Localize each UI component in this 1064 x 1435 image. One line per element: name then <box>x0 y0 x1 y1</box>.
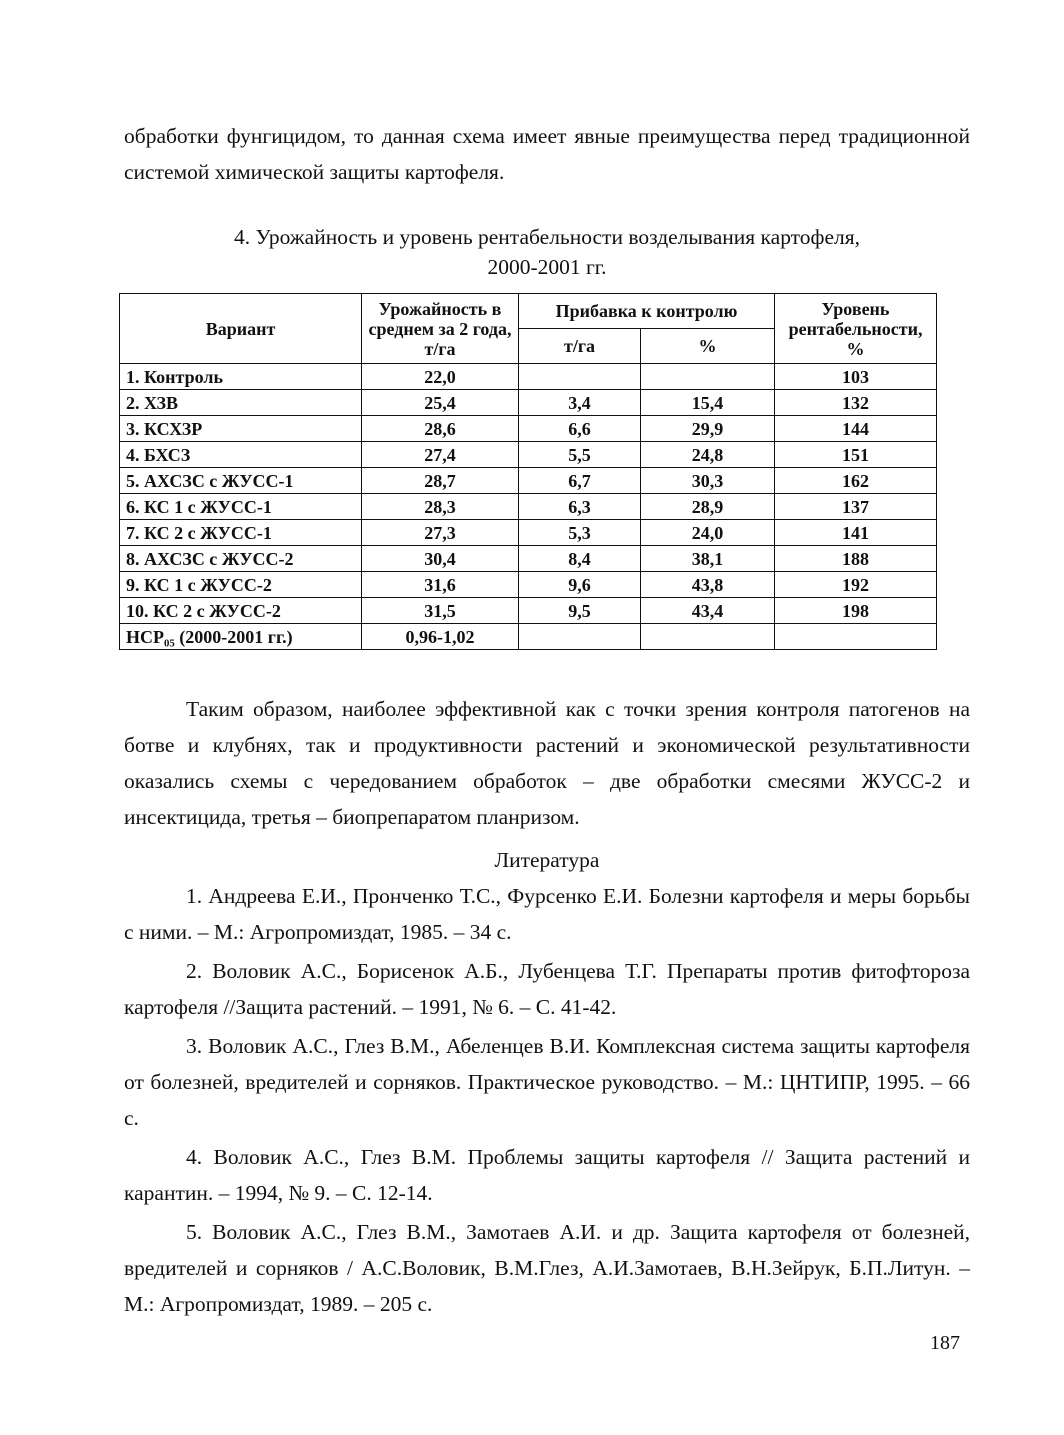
cell-profitability: 192 <box>775 572 937 598</box>
header-variant: Вариант <box>120 294 362 364</box>
cell-variant: 8. АХСЗС с ЖУСС-2 <box>120 546 362 572</box>
cell-profitability: 151 <box>775 442 937 468</box>
table-caption <box>124 222 970 282</box>
table-row <box>120 572 937 598</box>
cell-increase-pct: 15,4 <box>641 390 775 416</box>
cell-increase-pct <box>641 364 775 390</box>
cell-yield: 28,6 <box>362 416 519 442</box>
table-row <box>120 442 937 468</box>
cell-variant: 7. КС 2 с ЖУСС-1 <box>120 520 362 546</box>
cell-yield: 0,96-1,02 <box>362 624 519 650</box>
cell-increase-tha: 8,4 <box>519 546 641 572</box>
cell-yield: 25,4 <box>362 390 519 416</box>
cell-variant: НСР₀₅ (2000-2001 гг.) <box>120 624 362 650</box>
cell-increase-tha: 5,3 <box>519 520 641 546</box>
cell-variant: 9. КС 1 с ЖУСС-2 <box>120 572 362 598</box>
cell-increase-tha: 9,6 <box>519 572 641 598</box>
reference-item: 3. Воловик А.С., Глез В.М., Абеленцев В.И. Комплексная система защиты картофеля от болезней, вредителей и сорняков. Практическое руководство. – М.: ЦНТИПР, 1995. – 66 с. <box>124 1034 970 1130</box>
cell-profitability: 188 <box>775 546 937 572</box>
cell-profitability: 103 <box>775 364 937 390</box>
page-number: 187 <box>930 1332 960 1354</box>
header-increase: Прибавка к контролю <box>519 294 775 329</box>
table-row <box>120 390 937 416</box>
cell-profitability: 162 <box>775 468 937 494</box>
cell-yield: 28,7 <box>362 468 519 494</box>
cell-increase-tha <box>519 364 641 390</box>
cell-increase-tha: 6,7 <box>519 468 641 494</box>
intro-paragraph: обработки фунгицидом, то данная схема имеет явные преимущества перед традиционной системой химической защиты картофеля. <box>124 124 970 184</box>
cell-increase-pct: 43,8 <box>641 572 775 598</box>
cell-increase-tha: 5,5 <box>519 442 641 468</box>
header-profitability: Уровень рентабельности, % <box>775 294 937 364</box>
table-row <box>120 494 937 520</box>
cell-variant: 2. ХЗВ <box>120 390 362 416</box>
table-caption-line-1: 4. Урожайность и уровень рентабельности возделывания картофеля, <box>234 225 860 249</box>
cell-variant: 10. КС 2 с ЖУСС-2 <box>120 598 362 624</box>
cell-yield: 31,5 <box>362 598 519 624</box>
table-row <box>120 468 937 494</box>
reference-item: 2. Воловик А.С., Борисенок А.Б., Лубенцева Т.Г. Препараты против фитофтороза картофеля //Защита растений. – 1991, № 6. – С. 41-42. <box>124 959 970 1019</box>
conclusion-paragraph: Таким образом, наиболее эффективной как с точки зрения контроля патогенов на ботве и клубнях, так и продуктивности растений и экономической результативности оказались схемы с чередованием обработок – две обработки смесями ЖУСС-2 и инсектицида, третья – биопрепаратом планризом. <box>124 697 970 829</box>
cell-variant: 1. Контроль <box>120 364 362 390</box>
table-caption-line-2: 2000-2001 гг. <box>487 255 607 279</box>
cell-increase-pct: 24,8 <box>641 442 775 468</box>
cell-profitability: 141 <box>775 520 937 546</box>
cell-increase-pct: 29,9 <box>641 416 775 442</box>
cell-increase-pct: 43,4 <box>641 598 775 624</box>
cell-yield: 28,3 <box>362 494 519 520</box>
cell-variant: 5. АХСЗС с ЖУСС-1 <box>120 468 362 494</box>
cell-yield: 27,3 <box>362 520 519 546</box>
cell-increase-pct: 30,3 <box>641 468 775 494</box>
header-increase-pct: % <box>641 329 775 364</box>
table-row <box>120 598 937 624</box>
cell-increase-pct: 24,0 <box>641 520 775 546</box>
cell-profitability: 144 <box>775 416 937 442</box>
cell-increase-pct: 38,1 <box>641 546 775 572</box>
table-row <box>120 364 937 390</box>
cell-increase-tha <box>519 624 641 650</box>
cell-variant: 6. КС 1 с ЖУСС-1 <box>120 494 362 520</box>
cell-increase-pct <box>641 624 775 650</box>
cell-increase-tha: 6,6 <box>519 416 641 442</box>
cell-yield: 31,6 <box>362 572 519 598</box>
table-row <box>120 624 937 650</box>
cell-yield: 30,4 <box>362 546 519 572</box>
cell-increase-tha: 6,3 <box>519 494 641 520</box>
yield-table <box>119 293 937 650</box>
table-row <box>120 416 937 442</box>
cell-profitability: 198 <box>775 598 937 624</box>
cell-yield: 27,4 <box>362 442 519 468</box>
cell-profitability: 132 <box>775 390 937 416</box>
cell-profitability <box>775 624 937 650</box>
cell-yield: 22,0 <box>362 364 519 390</box>
table-row <box>120 520 937 546</box>
references-list <box>124 878 970 1325</box>
cell-increase-tha: 3,4 <box>519 390 641 416</box>
cell-increase-tha: 9,5 <box>519 598 641 624</box>
reference-item: 5. Воловик А.С., Глез В.М., Замотаев А.И. и др. Защита картофеля от болезней, вредителей и сорняков / А.С.Воловик, В.М.Глез, А.И.Замотаев, В.Н.Зейрук, Б.П.Литун. – М.: Агропромиздат, 1989. – 205 с. <box>124 1220 970 1316</box>
cell-variant: 3. КСХЗР <box>120 416 362 442</box>
reference-item: 1. Андреева Е.И., Пронченко Т.С., Фурсенко Е.И. Болезни картофеля и меры борьбы с ними. – М.: Агропромиздат, 1985. – 34 с. <box>124 884 970 944</box>
header-yield: Урожайность в среднем за 2 года, т/га <box>362 294 519 364</box>
table-row <box>120 546 937 572</box>
cell-increase-pct: 28,9 <box>641 494 775 520</box>
reference-item: 4. Воловик А.С., Глез В.М. Проблемы защиты картофеля // Защита растений и карантин. – 1994, № 9. – С. 12-14. <box>124 1145 970 1205</box>
cell-variant: 4. БХСЗ <box>120 442 362 468</box>
header-increase-tha: т/га <box>519 329 641 364</box>
cell-profitability: 137 <box>775 494 937 520</box>
literature-heading: Литература <box>494 848 600 872</box>
